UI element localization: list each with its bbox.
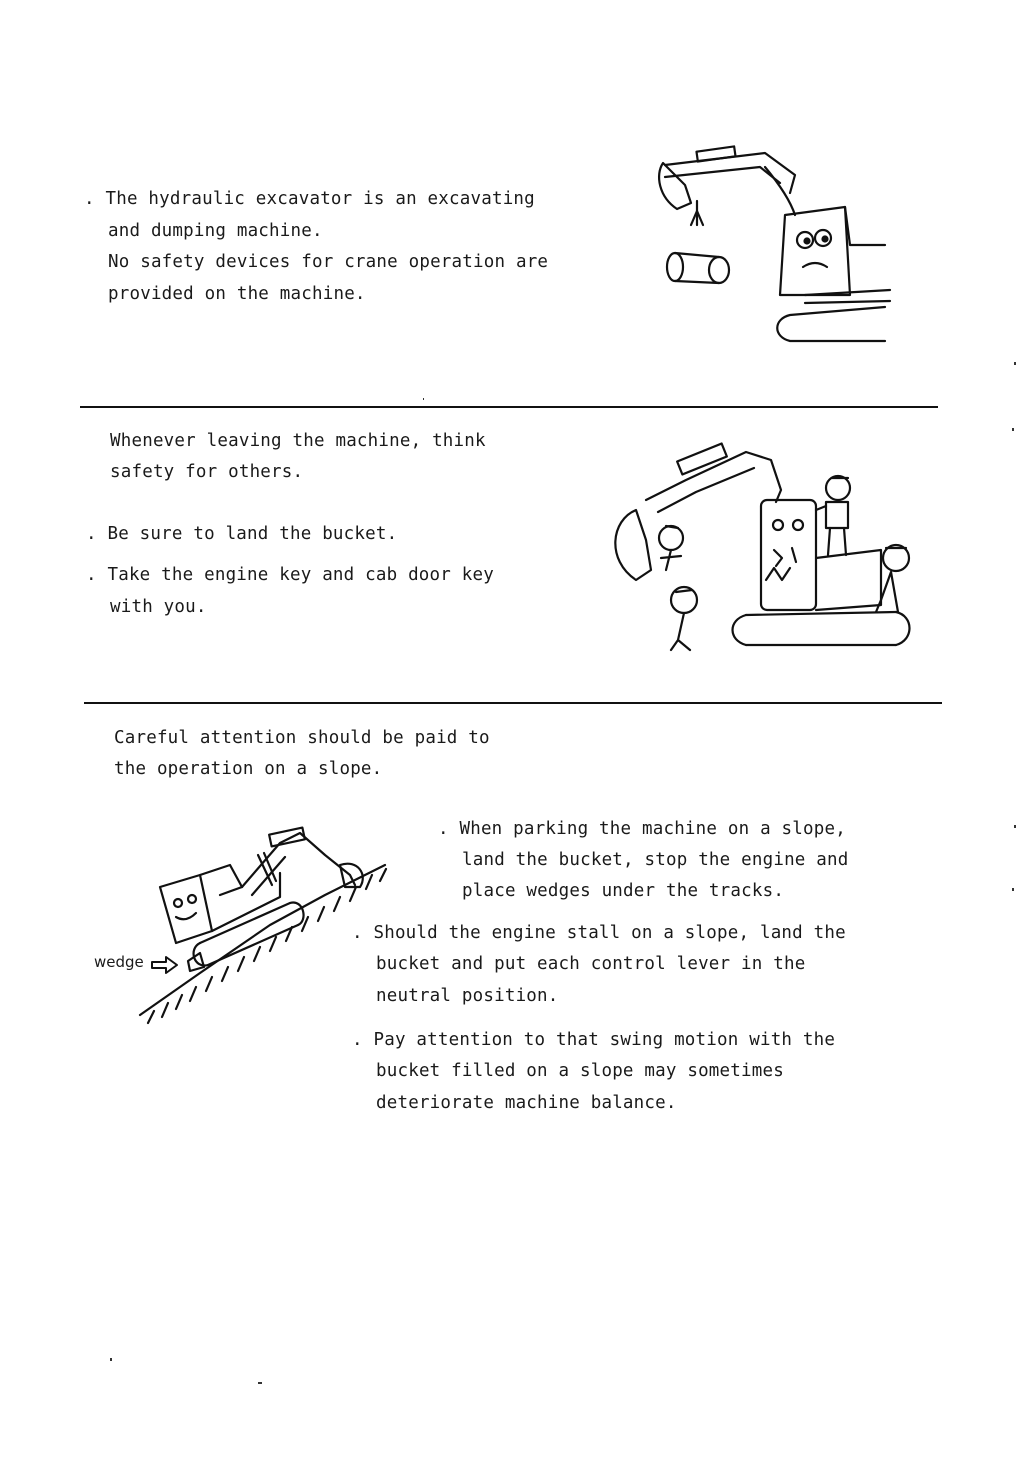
s3-bullet-1a: . When parking the machine on a slope, xyxy=(438,819,846,839)
s1-line-1: . The hydraulic excavator is an excavating xyxy=(84,189,535,209)
s3-bullet-3c: deteriorate machine balance. xyxy=(376,1093,677,1113)
s3-heading-1: Careful attention should be paid to xyxy=(114,728,490,748)
wedge-arrow-icon xyxy=(150,955,180,975)
scan-speck xyxy=(1014,362,1016,365)
scan-speck xyxy=(1012,888,1014,891)
excavator-children-illustration xyxy=(606,440,921,660)
scan-speck xyxy=(1014,825,1016,828)
section-divider-2 xyxy=(84,702,942,704)
s2-heading-2: safety for others. xyxy=(110,462,304,482)
s1-line-3: No safety devices for crane operation are xyxy=(108,252,549,272)
s3-bullet-3b: bucket filled on a slope may sometimes xyxy=(376,1061,784,1081)
s3-bullet-1c: place wedges under the tracks. xyxy=(462,881,785,901)
scan-speck xyxy=(1012,428,1014,431)
s3-bullet-2b: bucket and put each control lever in the xyxy=(376,954,806,974)
scan-speck xyxy=(423,398,424,400)
s1-line-4: provided on the machine. xyxy=(108,284,366,304)
s2-heading-1: Whenever leaving the machine, think xyxy=(110,431,486,451)
s3-bullet-3a: . Pay attention to that swing motion with the xyxy=(352,1030,836,1050)
s2-bullet-2a: . Take the engine key and cab door key xyxy=(86,565,494,585)
scan-speck xyxy=(258,1382,262,1384)
excavator-slope-illustration xyxy=(130,825,390,1030)
s2-bullet-1: . Be sure to land the bucket. xyxy=(86,524,398,544)
s3-bullet-2c: neutral position. xyxy=(376,986,559,1006)
scan-speck xyxy=(110,1358,112,1361)
section-divider-1 xyxy=(80,406,938,408)
s2-bullet-2b: with you. xyxy=(110,597,207,617)
s3-heading-2: the operation on a slope. xyxy=(114,759,383,779)
s3-bullet-1b: land the bucket, stop the engine and xyxy=(462,850,849,870)
wedge-label: wedge xyxy=(94,953,144,971)
excavator-crane-illustration xyxy=(655,145,895,345)
s1-line-2: and dumping machine. xyxy=(108,221,323,241)
s3-bullet-2a: . Should the engine stall on a slope, land the xyxy=(352,923,846,943)
